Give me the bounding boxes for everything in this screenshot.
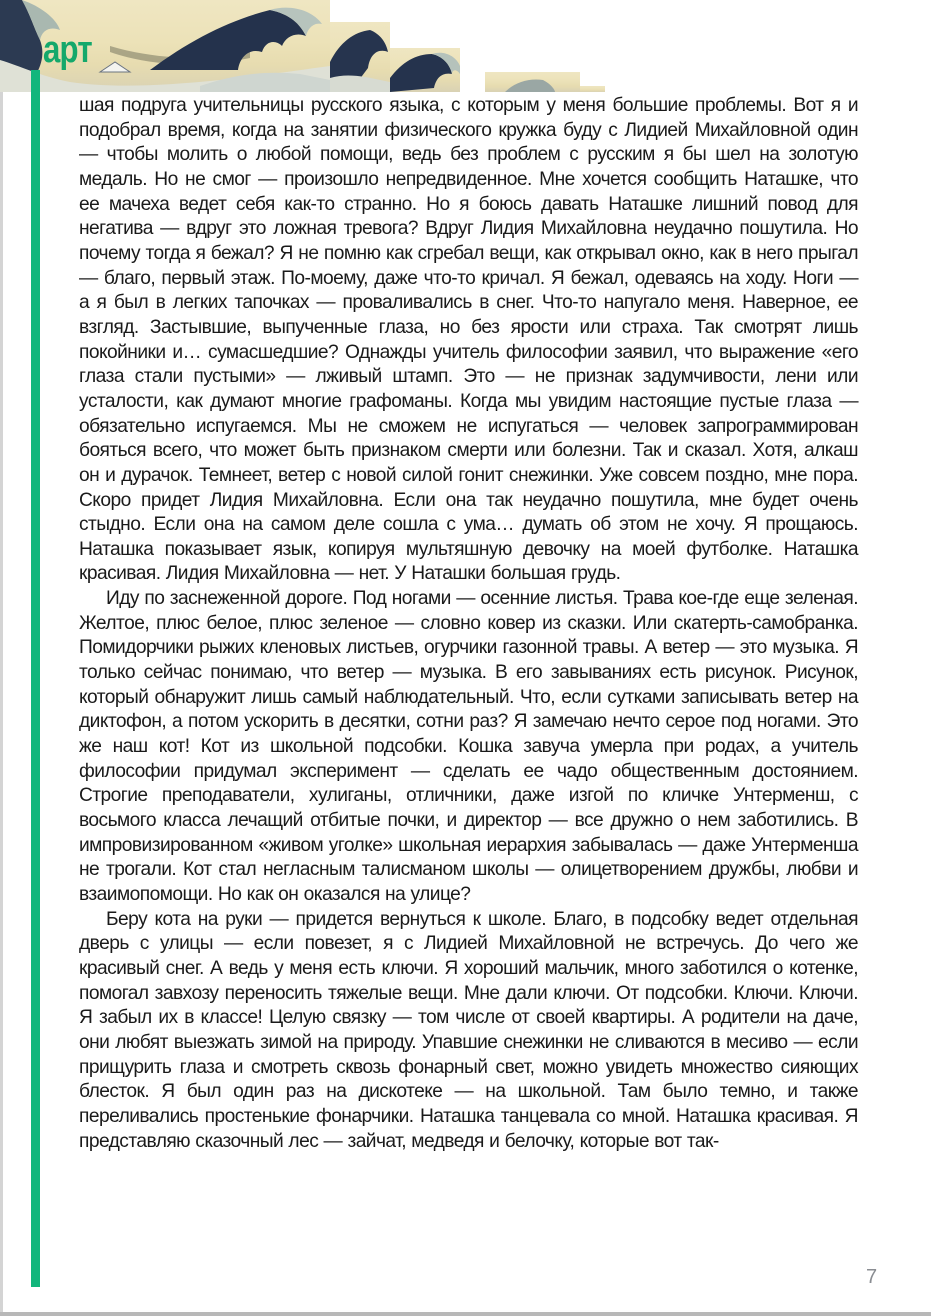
accent-bar [31,70,40,1287]
wave-image-tile-5 [580,86,605,92]
page-left-edge [0,0,3,1316]
page-number: 7 [866,1266,878,1288]
article-body [79,94,858,1154]
section-label: арт [43,29,92,71]
paragraph: шая подруга учительницы русского языка, с которым у меня большие проблемы. Вот я и подобрал время, когда на занятии физического кружка буду с Лидией Михайловной один — чтобы молить о любой помощи, ведь без проблем с русским я бы шел на золотую медаль. Но не смог — произошло непредвиденное. Мне хочется сообщить Наташке, что ее мачеха ведет себя как-то странно. Но я боюсь давать Наташке лишний повод для негатива — вдруг это ложная тревога? Вдруг Лидия Михайловна неудачно пошутила. Но почему тогда я бежал? Я не помню как сгребал вещи, как открывал окно, как в него прыгал — благо, первый этаж. По-моему, даже что-то кричал. Я бежал, одеваясь на ходу. Ноги — а я был в легких тапочках — проваливались в снег. Что-то напугало меня. Наверное, ее взгляд. Застывшие, выпученные глаза, но без ярости или страха. Так смотрят лишь покойники и… сумасшедшие? Однажды учитель философии заявил, что выражение «его глаза стали пустыми» — лживый штамп. Это — не признак задумчивости, лени или усталости, как думают многие графоманы. Когда мы увидим настоящие пустые глаза — обязательно испугаемся. Мы не сможем не испугаться — человек запрограммирован бояться всего, что может быть признаком смерти или болезни. Так и сказал. Хотя, алкаш он и дурачок. Темнеет, ветер с новой силой гонит снежинки. Уже совсем поздно, мне пора. Скоро придет Лидия Михайловна. Если она так неудачно пошутила, мне будет очень стыдно. Если она на самом деле сошла с ума… думать об этом не хочу. Я прощаюсь. Наташка показывает язык, копируя мультяшную девочку на моей футболке. Наташка красивая. Лидия Михайловна — нет. У Наташки большая грудь. [79,95,858,585]
paragraph: Иду по заснеженной дороге. Под ногами — осенние листья. Трава кое-где еще зеленая. Желтое, плюс белое, плюс зеленое — словно ковер из сказки. Или скатерть-самобранка. Помидорчики рыжих кленовых листьев, огурчики газонной травы. А ветер — это музыка. Я только сейчас понимаю, что ветер — музыка. В его завываниях есть рисунок. Рисунок, который обнаружит лишь самый наблюдательный. Что, если сутками записывать ветер на диктофон, а потом ускорить в десятки, сотни раз? Я замечаю нечто серое под ногами. Это же наш кот! Кот из школьной подсобки. Кошка завуча умерла при родах, а учитель философии придумал эксперимент — сделать ее чадо общественным достоянием. Строгие преподаватели, хулиганы, отличники, даже изгой по кличке Унтерменш, с восьмого класса лечащий отбитые почки, и директор — все дружно о нем заботились. В импровизированном «живом уголке» школьная иерархия забывалась — даже Унтерменша не трогали. Кот стал негласным талисманом школы — олицетворением дружбы, любви и взаимопомощи. Но как он оказался на улице? [79,588,858,905]
page-bottom-edge [0,1312,931,1316]
header-art-collage [0,0,931,92]
paragraph: Беру кота на руки — придется вернуться к школе. Благо, в подсобку ведет отдельная дверь с улицы — если повезет, я с Лидией Михайловной не встречусь. До чего же красивый снег. А ведь у меня есть ключи. Я хороший мальчик, много заботился о котенке, помогал завхозу переносить тяжелые вещи. Мне дали ключи. От подсобки. Ключи. Ключи. Я забыл их в классе! Целую связку — том числе от своей квартиры. А родители на даче, они любят выезжать зимой на природу. Упавшие снежинки не сливаются в месиво — если прищурить глаза и смотреть сквозь фонарный свет, можно увидеть множество сияющих блесток. Я был один раз на дискотеке — на школьной. Там было темно, и также переливались простенькие фонарчики. Наташка танцевала со мной. Наташка красивая. Я представляю сказочный лес — зайчат, медведя и белочку, которые вот так- [79,908,858,1152]
wave-image-tile-3 [390,48,460,92]
wave-image-tile-4 [485,72,580,92]
wave-image-tile-2 [330,22,390,92]
